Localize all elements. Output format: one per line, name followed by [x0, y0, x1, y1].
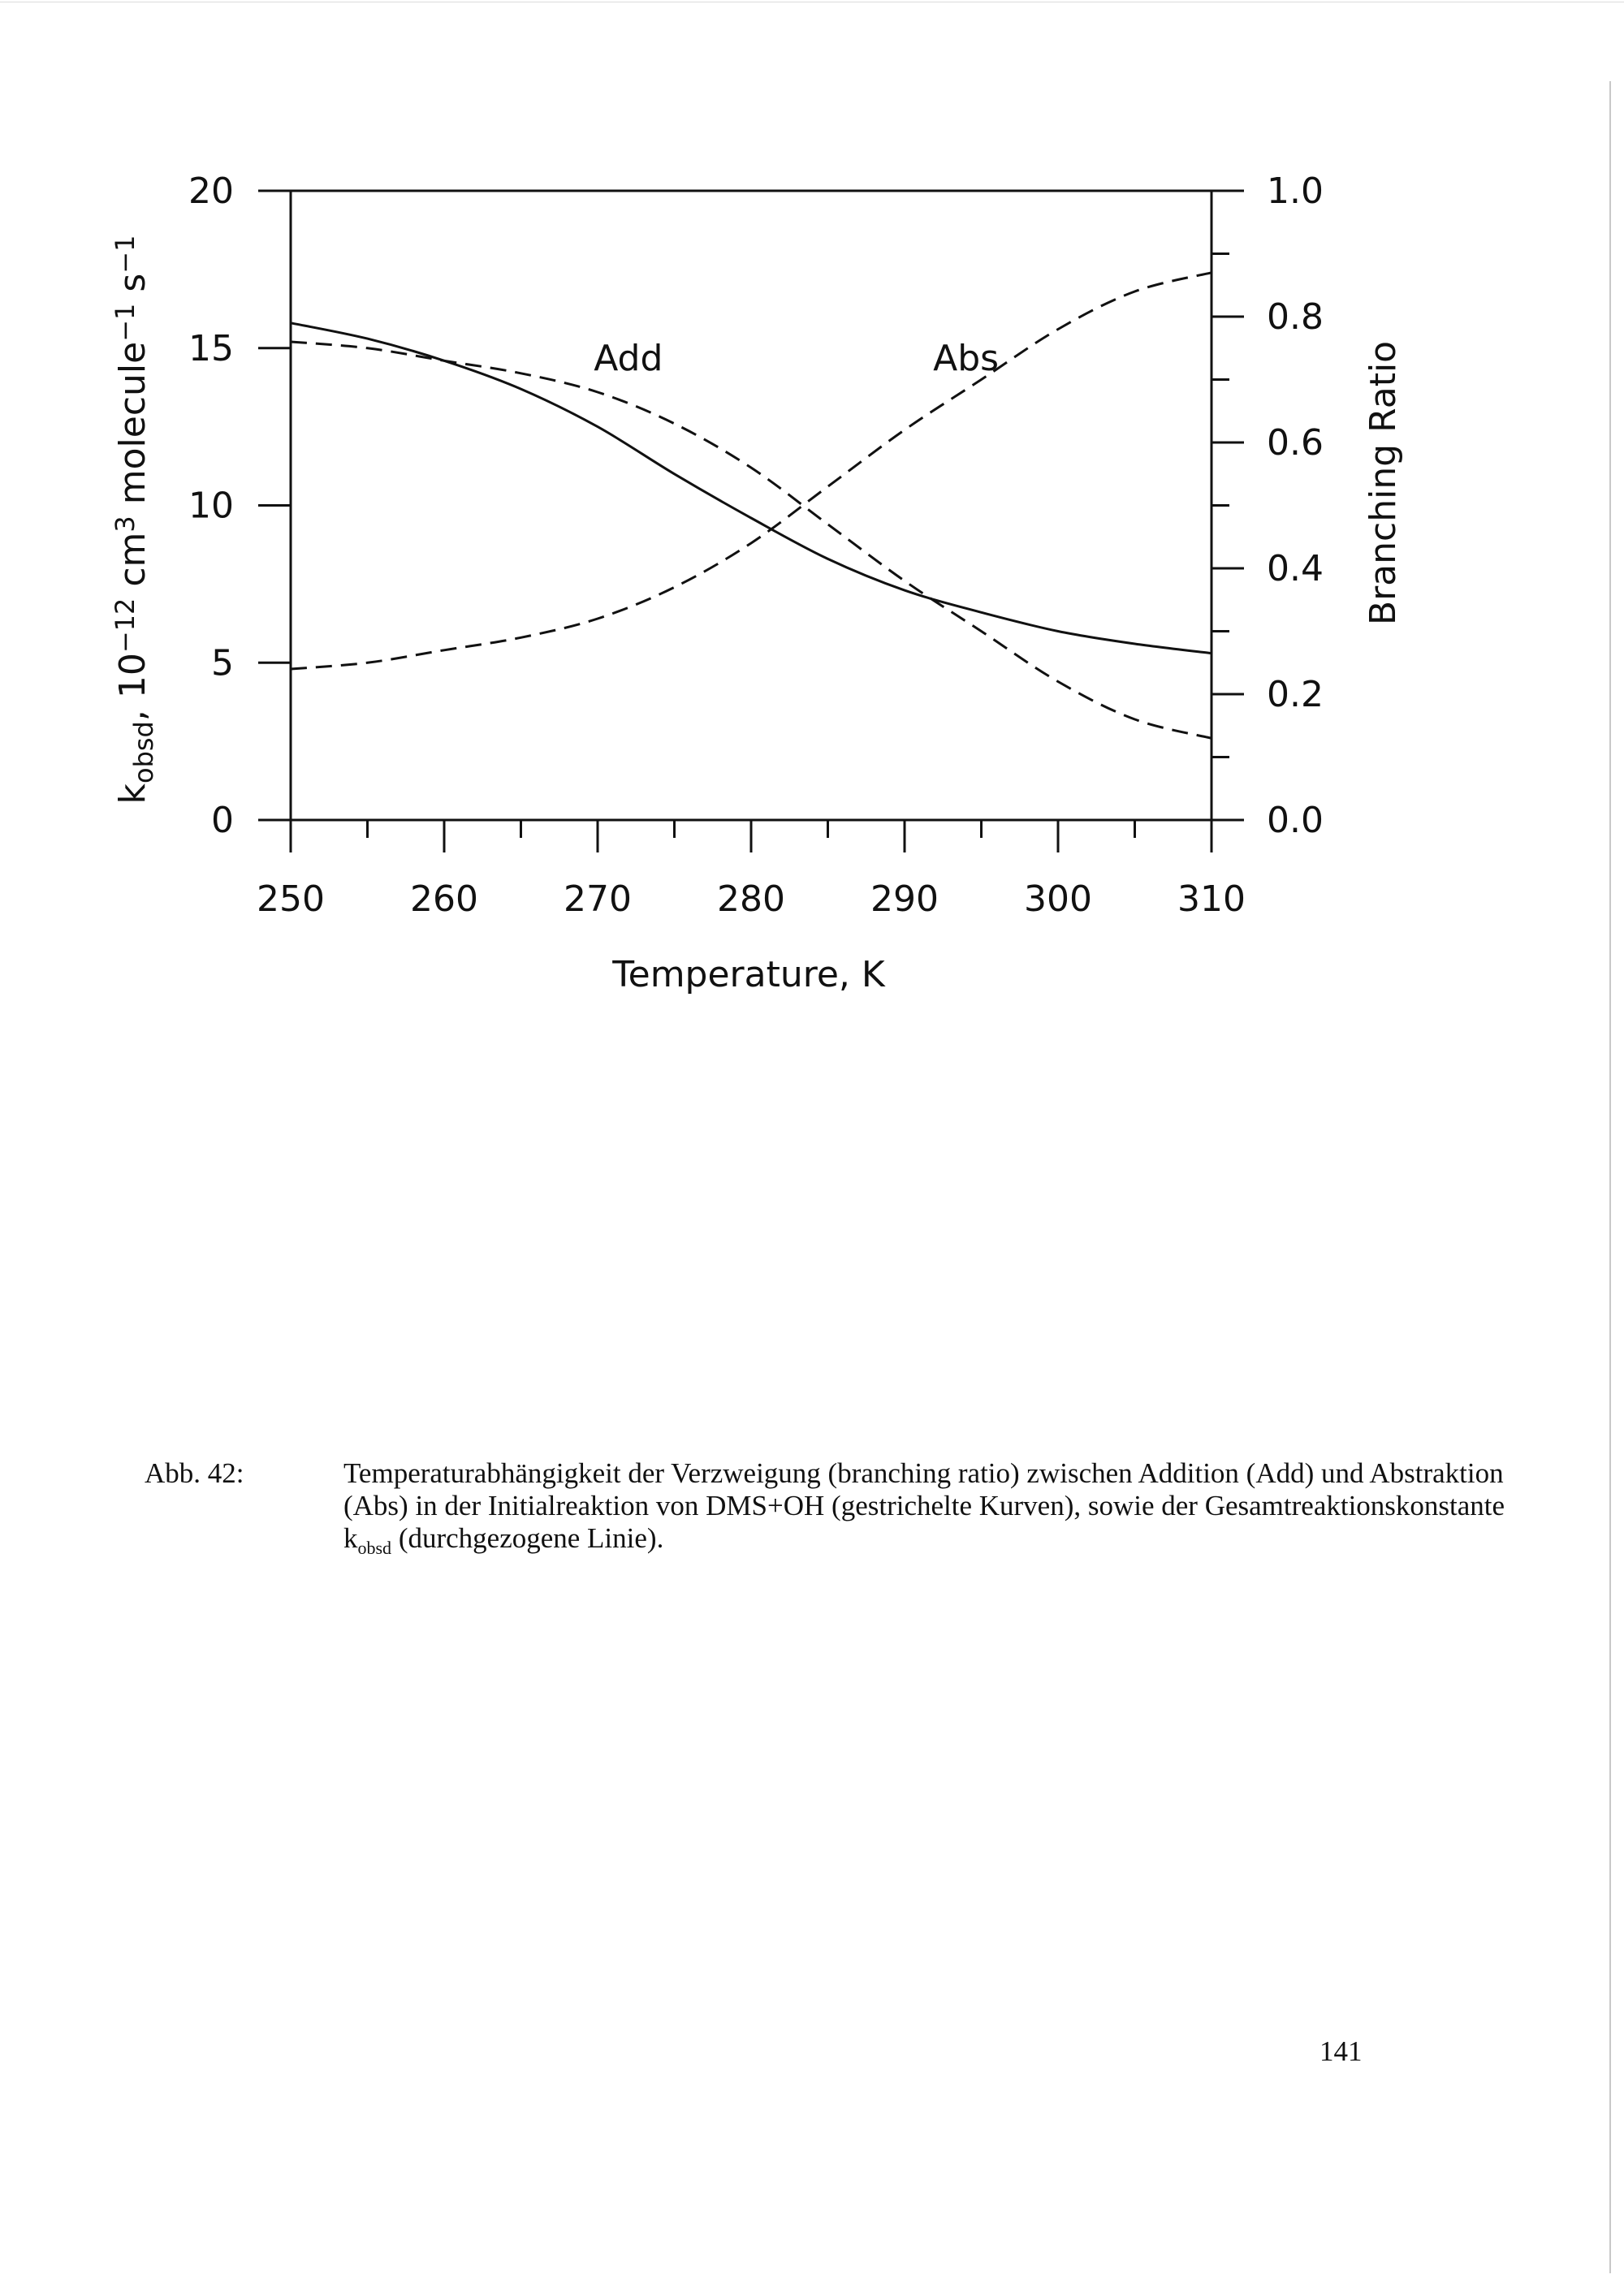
page-number: 141	[1320, 2035, 1363, 2067]
y-left-axis-title	[110, 235, 158, 805]
y-right-axis-title: Branching Ratio	[1363, 340, 1404, 626]
series-layer	[291, 273, 1212, 739]
y-left-tick-label: 0	[211, 800, 234, 841]
y-left-title-mid3: s	[112, 273, 153, 304]
x-tick-label: 310	[1177, 878, 1246, 920]
caption-text-part2: (durchgezogene Linie).	[391, 1522, 664, 1554]
y-left-tick-label: 15	[188, 327, 234, 369]
caption-text-part1: Temperaturabhängigkeit der Verzweigung (branching ratio) zwischen Addition (Add) und Abstraktion (Abs) in der Initialreaktion von DMS+OH (gestrichelte Kurven), sowie der Gesamtreaktionskonstante k	[343, 1457, 1505, 1554]
page-edge-line-right	[1609, 81, 1611, 2273]
y-left-title-rest: , 10	[112, 653, 153, 722]
series-line-add	[291, 342, 1212, 738]
chart-svg	[0, 0, 1624, 1055]
y-left-tick-label: 5	[211, 642, 234, 684]
y-left-title-sup3: −1	[110, 303, 141, 342]
y-left-title-sub: obsd	[127, 721, 159, 783]
y-left-axis-ticks	[188, 170, 291, 841]
y-right-tick-label: 0.2	[1267, 674, 1324, 715]
x-tick-label: 250	[257, 878, 325, 920]
y-left-tick-label: 20	[188, 170, 234, 212]
x-tick-label: 260	[410, 878, 478, 920]
y-right-axis-ticks	[1212, 170, 1324, 841]
y-right-tick-label: 0.6	[1267, 422, 1324, 464]
chart-figure	[0, 0, 1624, 1055]
plot-frame	[291, 191, 1212, 820]
y-right-tick-label: 1.0	[1267, 170, 1324, 212]
x-tick-label: 300	[1024, 878, 1092, 920]
y-left-title-sup4: −1	[110, 235, 141, 274]
y-left-title-sup1: −12	[110, 598, 141, 654]
caption-label: Abb. 42:	[145, 1457, 244, 1489]
caption-text-sub: obsd	[357, 1538, 392, 1558]
series-line-abs	[291, 273, 1212, 669]
y-left-title-mid2: molecule	[112, 341, 153, 516]
series-label-abs: Abs	[933, 337, 1000, 379]
annotation-layer	[594, 338, 999, 379]
x-axis-title: Temperature, K	[612, 954, 885, 995]
y-right-tick-label: 0.4	[1267, 548, 1324, 589]
y-left-title-k: k	[112, 783, 153, 805]
series-label-add: Add	[594, 337, 663, 379]
x-tick-label: 270	[564, 878, 632, 920]
x-axis-ticks	[257, 820, 1246, 920]
y-left-title-mid1: cm	[112, 532, 153, 598]
y-right-tick-label: 0.0	[1267, 800, 1324, 841]
y-left-tick-label: 10	[188, 485, 234, 527]
caption-text	[343, 1457, 1513, 1564]
y-left-title-sup2: 3	[110, 516, 141, 533]
x-tick-label: 290	[870, 878, 939, 920]
y-right-tick-label: 0.8	[1267, 296, 1324, 338]
series-line-k-obsd	[291, 323, 1212, 654]
x-tick-label: 280	[717, 878, 785, 920]
